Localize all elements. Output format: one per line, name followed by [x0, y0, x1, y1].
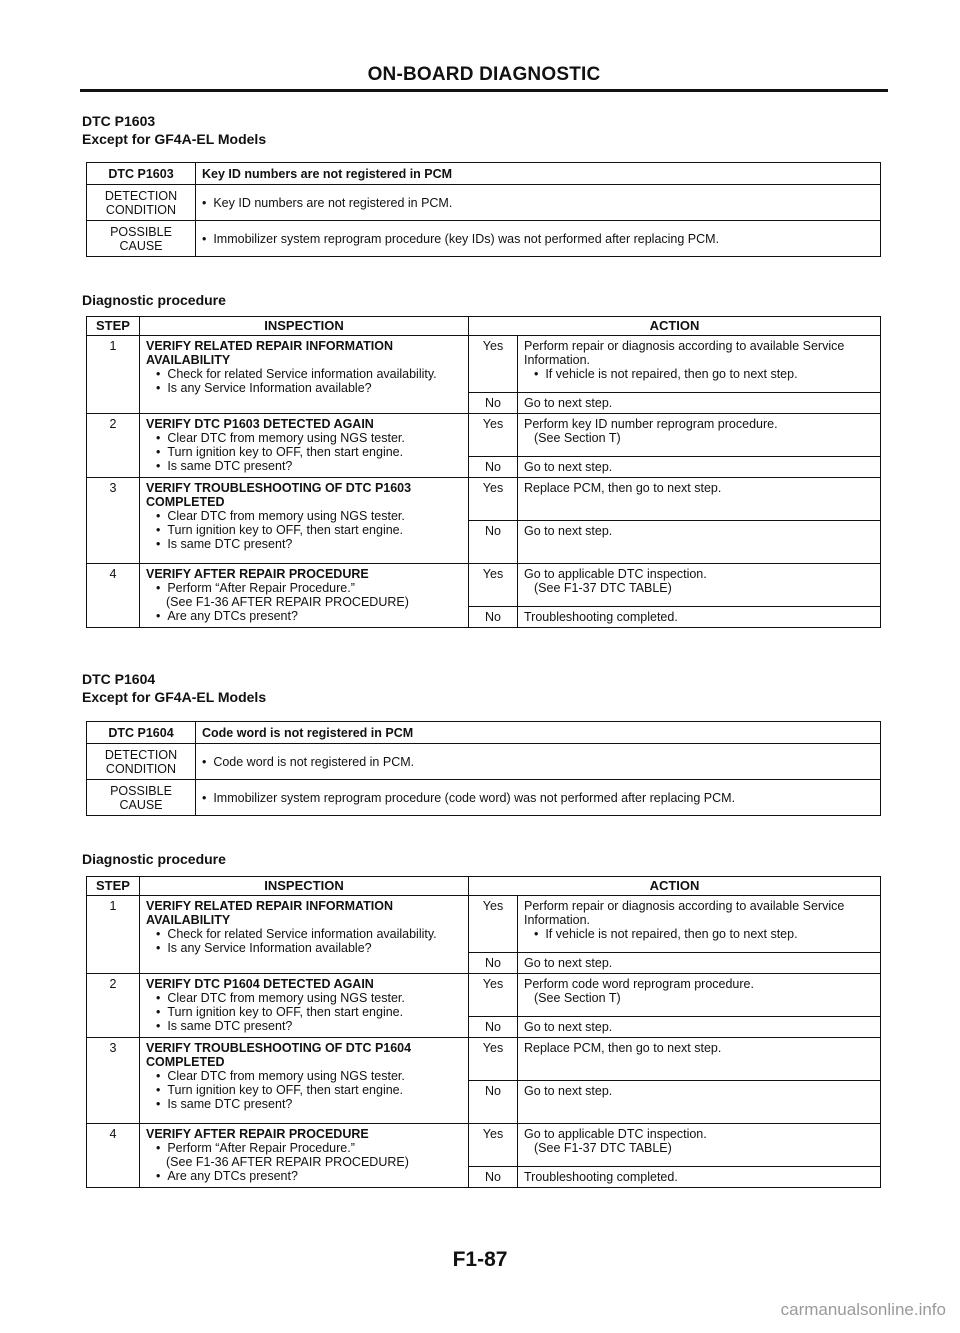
step-row: [87, 1038, 881, 1081]
step-bullet: (See F1-36 AFTER REPAIR PROCEDURE): [166, 595, 409, 609]
cause-text: • Immobilizer system reprogram procedure (key IDs) was not performed after replacing PCM.: [202, 232, 719, 246]
step-bullet: • Is same DTC present?: [146, 1097, 462, 1111]
step-inspection: [140, 1124, 469, 1188]
action-text: Replace PCM, then go to next step.: [524, 481, 722, 495]
step-bullet: • Perform “After Repair Procedure.”: [146, 581, 462, 595]
step-row: [87, 896, 881, 953]
yes-label: Yes: [469, 896, 518, 953]
header-rule: [80, 89, 888, 92]
step-bullet: • Clear DTC from memory using NGS tester.: [146, 431, 462, 445]
yes-label: Yes: [469, 564, 518, 607]
yes-label: Yes: [469, 336, 518, 393]
col-step: STEP: [87, 317, 140, 336]
no-label: No: [469, 1017, 518, 1038]
no-label: No: [469, 393, 518, 414]
step-bullet: • Is same DTC present?: [146, 1019, 462, 1033]
action-text: (See F1-37 DTC TABLE): [534, 581, 672, 595]
col-inspection: INSPECTION: [140, 317, 469, 336]
col-inspection: INSPECTION: [140, 877, 469, 896]
no-label: No: [469, 457, 518, 478]
step-row: [87, 478, 881, 521]
step-inspection: [140, 896, 469, 974]
step-title: VERIFY DTC P1604 DETECTED AGAIN: [146, 977, 374, 991]
step-bullet: • Is any Service Information available?: [146, 941, 462, 955]
no-label: No: [469, 1081, 518, 1124]
step-inspection: [140, 974, 469, 1038]
step-row: [87, 974, 881, 1017]
no-label: No: [469, 1167, 518, 1188]
action-text: (See Section T): [534, 991, 621, 1005]
step-bullet: • Clear DTC from memory using NGS tester.: [146, 509, 462, 523]
no-action: Go to next step.: [518, 521, 881, 564]
step-row: [87, 414, 881, 457]
no-label: No: [469, 521, 518, 564]
step-row: [87, 336, 881, 393]
step-bullet: • Perform “After Repair Procedure.”: [146, 1141, 462, 1155]
step-inspection: [140, 478, 469, 564]
step-title: VERIFY RELATED REPAIR INFORMATION AVAILABILITY: [146, 899, 393, 927]
action-text: Go to applicable DTC inspection.: [524, 567, 707, 581]
col-step: STEP: [87, 877, 140, 896]
col-action: ACTION: [469, 317, 881, 336]
step-bullet: • Check for related Service information availability.: [146, 367, 462, 381]
yes-action: [518, 896, 881, 953]
dtc-description: Key ID numbers are not registered in PCM: [196, 163, 881, 185]
step-number: 4: [87, 1124, 140, 1188]
procedure-title: Diagnostic procedure: [82, 851, 226, 867]
yes-action: [518, 974, 881, 1017]
step-title: VERIFY AFTER REPAIR PROCEDURE: [146, 567, 369, 581]
step-bullet: • Turn ignition key to OFF, then start engine.: [146, 1083, 462, 1097]
dtc-code-cell: DTC P1603: [87, 163, 196, 185]
yes-label: Yes: [469, 1124, 518, 1167]
step-number: 1: [87, 896, 140, 974]
section-title: [82, 112, 266, 148]
no-label: No: [469, 607, 518, 628]
action-text: Perform code word reprogram procedure.: [524, 977, 754, 991]
step-bullet: • Turn ignition key to OFF, then start engine.: [146, 1005, 462, 1019]
watermark: carmanualsonline.info: [780, 1300, 946, 1319]
yes-label: Yes: [469, 478, 518, 521]
step-bullet: • Check for related Service information availability.: [146, 927, 462, 941]
detection-label: DETECTION CONDITION: [87, 185, 196, 221]
procedure-table: [86, 316, 881, 628]
step-title: VERIFY TROUBLESHOOTING OF DTC P1603 COMPLETED: [146, 481, 412, 509]
step-bullet: • Are any DTCs present?: [146, 1169, 462, 1183]
no-action: Troubleshooting completed.: [518, 607, 881, 628]
yes-label: Yes: [469, 414, 518, 457]
no-action: Go to next step.: [518, 1081, 881, 1124]
yes-action: [518, 1038, 881, 1081]
step-number: 2: [87, 414, 140, 478]
dtc-code-heading: DTC P1604: [82, 671, 156, 687]
step-number: 4: [87, 564, 140, 628]
action-text: Go to applicable DTC inspection.: [524, 1127, 707, 1141]
step-number: 2: [87, 974, 140, 1038]
step-inspection: [140, 564, 469, 628]
step-bullet: • Clear DTC from memory using NGS tester.: [146, 1069, 462, 1083]
detection-label: DETECTION CONDITION: [87, 744, 196, 780]
dtc-summary-table: [86, 721, 881, 816]
cause-text: • Immobilizer system reprogram procedure (code word) was not performed after replacing PCM.: [202, 791, 735, 805]
step-inspection: [140, 414, 469, 478]
no-action: Troubleshooting completed.: [518, 1167, 881, 1188]
step-bullet: • Are any DTCs present?: [146, 609, 462, 623]
action-text: Perform repair or diagnosis according to available Service Information.: [524, 339, 845, 367]
step-inspection: [140, 336, 469, 414]
model-subtitle: Except for GF4A-EL Models: [82, 689, 267, 705]
yes-label: Yes: [469, 1038, 518, 1081]
step-inspection: [140, 1038, 469, 1124]
step-bullet: • Is same DTC present?: [146, 459, 462, 473]
dtc-code-heading: DTC P1603: [82, 113, 156, 129]
procedure-table: [86, 876, 881, 1188]
no-action: Go to next step.: [518, 393, 881, 414]
detection-text: • Key ID numbers are not registered in PCM.: [202, 196, 452, 210]
page-header: ON-BOARD DIAGNOSTIC: [367, 64, 601, 85]
no-action: Go to next step.: [518, 953, 881, 974]
col-action: ACTION: [469, 877, 881, 896]
step-number: 3: [87, 1038, 140, 1124]
step-row: [87, 1124, 881, 1167]
step-bullet: • Turn ignition key to OFF, then start engine.: [146, 445, 462, 459]
step-title: VERIFY TROUBLESHOOTING OF DTC P1604 COMPLETED: [146, 1041, 412, 1069]
step-bullet: • Turn ignition key to OFF, then start engine.: [146, 523, 462, 537]
action-text: Perform key ID number reprogram procedure.: [524, 417, 778, 431]
step-number: 1: [87, 336, 140, 414]
step-title: VERIFY DTC P1603 DETECTED AGAIN: [146, 417, 374, 431]
action-text: (See Section T): [534, 431, 621, 445]
step-number: 3: [87, 478, 140, 564]
detection-text: • Code word is not registered in PCM.: [202, 755, 414, 769]
step-bullet: (See F1-36 AFTER REPAIR PROCEDURE): [166, 1155, 409, 1169]
model-subtitle: Except for GF4A-EL Models: [82, 131, 267, 147]
page-number: F1-87: [452, 1248, 508, 1271]
dtc-description: Code word is not registered in PCM: [196, 722, 881, 744]
step-title: VERIFY RELATED REPAIR INFORMATION AVAILABILITY: [146, 339, 393, 367]
yes-action: [518, 414, 881, 457]
step-bullet: • Is any Service Information available?: [146, 381, 462, 395]
procedure-title: Diagnostic procedure: [82, 292, 226, 308]
section-title: [82, 670, 266, 706]
no-label: No: [469, 953, 518, 974]
action-text: (See F1-37 DTC TABLE): [534, 1141, 672, 1155]
action-text: Perform repair or diagnosis according to available Service Information.: [524, 899, 845, 927]
yes-action: [518, 478, 881, 521]
no-action: Go to next step.: [518, 1017, 881, 1038]
cause-label: POSSIBLE CAUSE: [87, 780, 196, 816]
action-text: • If vehicle is not repaired, then go to next step.: [524, 367, 874, 381]
yes-action: [518, 564, 881, 607]
yes-action: [518, 336, 881, 393]
step-title: VERIFY AFTER REPAIR PROCEDURE: [146, 1127, 369, 1141]
step-bullet: • Is same DTC present?: [146, 537, 462, 551]
dtc-code-cell: DTC P1604: [87, 722, 196, 744]
dtc-summary-table: [86, 162, 881, 257]
yes-label: Yes: [469, 974, 518, 1017]
action-text: Replace PCM, then go to next step.: [524, 1041, 722, 1055]
step-bullet: • Clear DTC from memory using NGS tester.: [146, 991, 462, 1005]
step-row: [87, 564, 881, 607]
cause-label: POSSIBLE CAUSE: [87, 221, 196, 257]
action-text: • If vehicle is not repaired, then go to next step.: [524, 927, 874, 941]
yes-action: [518, 1124, 881, 1167]
no-action: Go to next step.: [518, 457, 881, 478]
